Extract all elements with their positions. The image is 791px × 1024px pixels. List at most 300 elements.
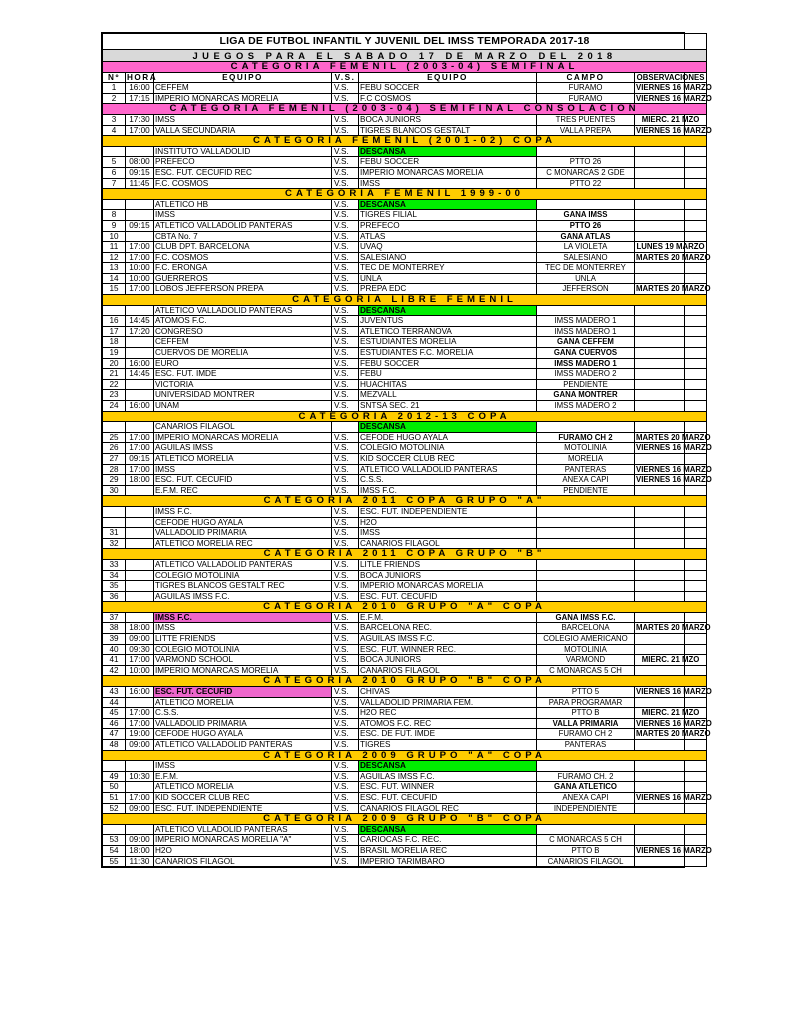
match-number xyxy=(103,422,126,433)
field: PTTO B xyxy=(537,708,635,719)
versus: V.S. xyxy=(332,538,359,549)
field: GANA CEFFEM xyxy=(537,337,635,348)
match-time: 17:00 xyxy=(126,708,154,719)
match-number: 51 xyxy=(103,792,126,803)
match-number: 11 xyxy=(103,242,126,253)
versus: V.S. xyxy=(332,305,359,316)
field: IMSS MADERO 1 xyxy=(537,358,635,369)
match-time xyxy=(126,305,154,316)
field: ANEXA CAPI xyxy=(537,792,635,803)
match-time xyxy=(126,824,154,835)
away-team: SALESIANO xyxy=(359,252,537,263)
match-time xyxy=(126,146,154,157)
observations: VIERNES 16 MARZO xyxy=(636,125,712,135)
match-number: 43 xyxy=(103,687,126,698)
match-number: 32 xyxy=(103,538,126,549)
match-number: 36 xyxy=(103,591,126,602)
match-row xyxy=(103,199,707,210)
away-team: CARIOCAS F.C. REC. xyxy=(359,835,537,846)
match-number: 33 xyxy=(103,559,126,570)
match-time: 17:00 xyxy=(126,125,154,136)
away-team: IMSS xyxy=(359,178,537,189)
match-time: 14:45 xyxy=(126,369,154,380)
home-team: LITTE FRIENDS xyxy=(154,634,332,645)
match-row xyxy=(103,167,707,178)
field: GANA CUERVOS xyxy=(537,348,635,359)
field xyxy=(537,591,635,602)
match-time xyxy=(126,231,154,242)
field xyxy=(537,581,635,592)
match-number xyxy=(103,824,126,835)
match-number: 54 xyxy=(103,845,126,856)
away-team: TIGRES xyxy=(359,740,537,751)
home-team: ESC. FUT. IMDE xyxy=(154,369,332,380)
versus: V.S. xyxy=(332,284,359,295)
away-team: ATLETICO VALLADOLID PANTERAS xyxy=(359,464,537,475)
away-team: UVAQ xyxy=(359,242,537,253)
match-time: 09:15 xyxy=(126,167,154,178)
header-observaciones: OBSERVACIONES xyxy=(635,72,707,83)
observations: MIERC. 21 MZO xyxy=(635,114,707,125)
home-team: ESC. FUT. INDEPENDIENTE xyxy=(154,803,332,814)
field: C MONARCAS 5 CH xyxy=(537,835,635,846)
away-team: BARCELONA REC. xyxy=(359,623,537,634)
versus: V.S. xyxy=(332,697,359,708)
versus: V.S. xyxy=(332,528,359,539)
match-number: 3 xyxy=(103,114,126,125)
field xyxy=(537,305,635,316)
match-row xyxy=(103,824,707,835)
home-team: IMSS xyxy=(154,210,332,221)
versus: V.S. xyxy=(332,263,359,274)
home-team: ATOMOS F.C. xyxy=(154,316,332,327)
field: PTTO 26 xyxy=(537,157,635,168)
match-row xyxy=(103,401,707,412)
home-team: AGUILAS IMSS xyxy=(154,443,332,454)
match-number: 12 xyxy=(103,252,126,263)
home-team: CEFFEM xyxy=(154,337,332,348)
match-number: 6 xyxy=(103,167,126,178)
section-header xyxy=(103,295,707,306)
match-time xyxy=(126,761,154,772)
match-row xyxy=(103,305,707,316)
home-team: KID SOCCER CLUB REC xyxy=(154,792,332,803)
section-title: CATEGORIA FEMENIL 1999-00 xyxy=(103,189,707,200)
field xyxy=(537,506,635,517)
match-row xyxy=(103,157,707,168)
match-number: 22 xyxy=(103,379,126,390)
away-team: UNLA xyxy=(359,273,537,284)
home-team: CLUB DPT. BARCELONA xyxy=(154,242,332,253)
match-number: 18 xyxy=(103,337,126,348)
match-time: 16:00 xyxy=(126,401,154,412)
match-number xyxy=(103,146,126,157)
home-team: ATLETICO VALLADOLID PANTERAS xyxy=(154,220,332,231)
match-row xyxy=(103,210,707,221)
observations xyxy=(635,581,707,592)
versus: V.S. xyxy=(332,252,359,263)
header-equipo: EQUIPO xyxy=(154,72,332,83)
home-team: IMSS F.C. xyxy=(154,506,332,517)
match-row xyxy=(103,803,707,814)
versus: V.S. xyxy=(332,358,359,369)
field: MOTOLINIA xyxy=(537,443,635,454)
match-number: 42 xyxy=(103,665,126,676)
observations: VIERNES 16 MARZO xyxy=(636,718,712,728)
home-team: VALLADOLID PRIMARIA xyxy=(154,718,332,729)
match-row xyxy=(103,337,707,348)
home-team: ATLETICO VLLADOLID PANTERAS xyxy=(154,824,332,835)
match-number: 25 xyxy=(103,432,126,443)
match-time: 17:00 xyxy=(126,718,154,729)
versus: V.S. xyxy=(332,517,359,528)
field: IMSS MADERO 1 xyxy=(537,316,635,327)
observations xyxy=(635,369,707,380)
away-team: CANARIOS FILAGOL xyxy=(359,665,537,676)
away-team: IMSS F.C. xyxy=(359,485,537,496)
away-team: IMPERIO TARIMBARO xyxy=(359,856,537,867)
section-header xyxy=(103,189,707,200)
away-team: ESC. FUT. WINNER REC. xyxy=(359,644,537,655)
match-time xyxy=(126,337,154,348)
match-time xyxy=(126,559,154,570)
match-number xyxy=(103,517,126,528)
home-team: AGUILAS IMSS F.C. xyxy=(154,591,332,602)
match-time: 09:00 xyxy=(126,634,154,645)
match-number xyxy=(103,199,126,210)
versus: V.S. xyxy=(332,231,359,242)
match-time: 18:00 xyxy=(126,475,154,486)
match-row xyxy=(103,771,707,782)
versus: V.S. xyxy=(332,665,359,676)
observations xyxy=(635,506,707,517)
field: LA VIOLETA xyxy=(537,242,635,253)
match-time: 17:30 xyxy=(126,114,154,125)
match-row xyxy=(103,856,707,867)
versus: V.S. xyxy=(332,93,359,104)
schedule-sheet xyxy=(101,32,712,868)
versus: V.S. xyxy=(332,199,359,210)
match-row xyxy=(103,835,707,846)
match-time: 17:00 xyxy=(126,242,154,253)
versus: V.S. xyxy=(332,390,359,401)
section-title: CATEGORIA FEMENIL (2003-04) SEMIFINAL CONSOLACION xyxy=(103,104,707,115)
versus: V.S. xyxy=(332,475,359,486)
observations: MARTES 20 MARZO xyxy=(636,252,711,262)
match-row xyxy=(103,697,707,708)
section-title: CATEGORIA FEMENIL (2001-02) COPA xyxy=(103,136,707,147)
observations xyxy=(635,856,707,867)
field: MORELIA xyxy=(537,453,635,464)
match-number xyxy=(103,761,126,772)
match-row xyxy=(103,538,707,549)
section-header xyxy=(103,602,707,613)
observations xyxy=(635,157,707,168)
home-team: CANARIOS FILAGOL xyxy=(154,856,332,867)
away-team: DESCANSA xyxy=(359,761,537,772)
match-number: 26 xyxy=(103,443,126,454)
versus: V.S. xyxy=(332,401,359,412)
versus: V.S. xyxy=(332,559,359,570)
header-hora: HORA xyxy=(127,72,158,82)
versus: V.S. xyxy=(332,644,359,655)
field: IMSS MADERO 2 xyxy=(537,401,635,412)
title-row xyxy=(103,34,707,50)
observations xyxy=(635,348,707,359)
field xyxy=(537,824,635,835)
home-team: E.F.M. REC xyxy=(154,485,332,496)
match-time: 16:00 xyxy=(126,83,154,94)
observations: LUNES 19 MARZO xyxy=(635,242,707,253)
away-team: PREPA EDC xyxy=(359,284,537,295)
versus: V.S. xyxy=(332,369,359,380)
home-team: COLEGIO MOTOLINIA xyxy=(154,570,332,581)
observations: VIERNES 16 MARZO xyxy=(636,792,712,802)
field: C MONARCAS 5 CH xyxy=(537,665,635,676)
field: VALLA PRIMARIA xyxy=(537,718,635,729)
match-row xyxy=(103,146,707,157)
match-time xyxy=(126,485,154,496)
section-title: CATEGORIA 2012-13 COPA xyxy=(103,411,707,422)
observations xyxy=(635,305,707,316)
versus: V.S. xyxy=(332,125,359,136)
field: VALLA PREPA xyxy=(537,125,635,136)
section-title: CATEGORIA 2010 GRUPO "B" COPA xyxy=(103,676,707,687)
schedule-body xyxy=(103,34,712,867)
match-time: 10:00 xyxy=(126,273,154,284)
observations xyxy=(635,761,707,772)
away-team: SNTSA SEC. 21 xyxy=(359,401,537,412)
observations xyxy=(635,517,707,528)
away-team: VALLADOLID PRIMARIA FEM. xyxy=(359,697,537,708)
versus: V.S. xyxy=(332,570,359,581)
observations xyxy=(635,528,707,539)
match-number: 17 xyxy=(103,326,126,337)
home-team: TIGRES BLANCOS GESTALT REC xyxy=(154,581,332,592)
observations xyxy=(635,559,707,570)
observations: VIERNES 16 MARZO xyxy=(636,687,712,697)
versus: V.S. xyxy=(332,803,359,814)
section-header xyxy=(103,814,707,825)
away-team: DESCANSA xyxy=(359,305,537,316)
field: PENDIENTE xyxy=(537,379,635,390)
match-row xyxy=(103,231,707,242)
field: JEFFERSON xyxy=(537,284,635,295)
match-row xyxy=(103,453,707,464)
home-team: CEFODE HUGO AYALA xyxy=(154,517,332,528)
field: IMSS MADERO 2 xyxy=(537,369,635,380)
match-row xyxy=(103,432,707,443)
match-time: 17:00 xyxy=(126,443,154,454)
match-number: 9 xyxy=(103,220,126,231)
match-number: 45 xyxy=(103,708,126,719)
home-team: UNIVERSIDAD MONTRER xyxy=(154,390,332,401)
field: FURAMO CH 2 xyxy=(537,432,635,443)
match-number: 4 xyxy=(103,125,126,136)
match-row xyxy=(103,390,707,401)
away-team: BOCA JUNIORS xyxy=(359,655,537,666)
field xyxy=(537,422,635,433)
home-team: VARMOND SCHOOL xyxy=(154,655,332,666)
away-team: ESTUDIANTES MORELIA xyxy=(359,337,537,348)
section-title: CATEGORIA FEMENIL (2003-04) SEMIFINAL xyxy=(103,62,707,73)
observations xyxy=(635,538,707,549)
match-number: 21 xyxy=(103,369,126,380)
section-title: CATEGORIA 2010 GRUPO "A" COPA xyxy=(103,602,707,613)
home-team: ATLETICO MORELIA xyxy=(154,782,332,793)
match-number: 48 xyxy=(103,740,126,751)
versus: V.S. xyxy=(332,761,359,772)
section-header xyxy=(103,750,707,761)
versus: V.S. xyxy=(332,146,359,157)
home-team: ATLETICO MORELIA REC xyxy=(154,538,332,549)
match-time xyxy=(126,199,154,210)
observations xyxy=(635,379,707,390)
versus: V.S. xyxy=(332,581,359,592)
versus: V.S. xyxy=(332,443,359,454)
match-time: 18:00 xyxy=(126,623,154,634)
versus: V.S. xyxy=(332,453,359,464)
field: C MONARCAS 2 GDE xyxy=(537,167,635,178)
observations xyxy=(635,273,707,284)
page-subtitle: JUEGOS PARA EL SABADO 17 DE MARZO DEL 2018 xyxy=(103,50,707,62)
match-time: 17:00 xyxy=(126,252,154,263)
match-time: 09:15 xyxy=(126,220,154,231)
observations xyxy=(635,612,707,623)
match-number xyxy=(103,506,126,517)
match-number: 15 xyxy=(103,284,126,295)
match-time: 16:00 xyxy=(126,687,154,698)
match-row xyxy=(103,326,707,337)
observations xyxy=(635,326,707,337)
field: GANA ATLAS xyxy=(537,231,635,242)
away-team: HUACHITAS xyxy=(359,379,537,390)
field: TRES PUENTES xyxy=(537,114,635,125)
field: PTTO 26 xyxy=(537,220,635,231)
observations xyxy=(635,263,707,274)
away-team: AGUILAS IMSS F.C. xyxy=(359,634,537,645)
match-time xyxy=(126,591,154,602)
away-team: COLEGIO MOTOLINIA xyxy=(359,443,537,454)
match-row xyxy=(103,242,707,253)
versus: V.S. xyxy=(332,316,359,327)
match-row xyxy=(103,422,707,433)
home-team: CUERVOS DE MORELIA xyxy=(154,348,332,359)
match-number: 8 xyxy=(103,210,126,221)
match-number: 40 xyxy=(103,644,126,655)
match-number: 23 xyxy=(103,390,126,401)
match-time: 10:30 xyxy=(126,771,154,782)
field: PARA PROGRAMAR xyxy=(537,697,635,708)
match-row xyxy=(103,178,707,189)
section-title: CATEGORIA 2011 COPA GRUPO "B" xyxy=(103,549,707,560)
home-team: CANARIOS FILAGOL xyxy=(154,422,332,433)
match-row xyxy=(103,740,707,751)
away-team: H2O xyxy=(359,517,537,528)
match-number: 27 xyxy=(103,453,126,464)
field: PTTO 5 xyxy=(537,687,635,698)
section-header xyxy=(103,676,707,687)
away-team: CANARIOS FILAGOL REC xyxy=(359,803,537,814)
match-number: 37 xyxy=(103,612,126,623)
match-time xyxy=(126,210,154,221)
field: FURAMO CH. 2 xyxy=(537,771,635,782)
match-time: 17:00 xyxy=(126,792,154,803)
home-team: VICTORIA xyxy=(154,379,332,390)
home-team: IMSS xyxy=(154,623,332,634)
match-row xyxy=(103,485,707,496)
match-number: 38 xyxy=(103,623,126,634)
versus: V.S. xyxy=(332,506,359,517)
home-team: IMPERIO MONARCAS MORELIA xyxy=(154,432,332,443)
field: GANA IMSS F.C. xyxy=(537,612,635,623)
observations xyxy=(635,740,707,751)
match-row xyxy=(103,782,707,793)
match-time xyxy=(126,612,154,623)
match-time: 17:00 xyxy=(126,655,154,666)
match-time xyxy=(126,697,154,708)
versus: V.S. xyxy=(332,792,359,803)
match-row xyxy=(103,623,707,634)
match-number: 35 xyxy=(103,581,126,592)
observations xyxy=(635,697,707,708)
observations: VIERNES 16 MARZO xyxy=(636,464,712,474)
observations: VIERNES 16 MARZO xyxy=(636,83,712,93)
observations xyxy=(635,337,707,348)
match-row xyxy=(103,379,707,390)
observations xyxy=(635,803,707,814)
field xyxy=(537,570,635,581)
away-team: IMSS xyxy=(359,528,537,539)
match-row xyxy=(103,559,707,570)
away-team: F.C COSMOS xyxy=(359,93,537,104)
match-number: 19 xyxy=(103,348,126,359)
match-row xyxy=(103,220,707,231)
field xyxy=(537,761,635,772)
section-title: CATEGORIA LIBRE FEMENIL xyxy=(103,295,707,306)
observations: VIERNES 16 MARZO xyxy=(636,93,712,103)
match-time: 17:15 xyxy=(126,93,154,104)
match-number: 44 xyxy=(103,697,126,708)
field xyxy=(537,517,635,528)
match-row xyxy=(103,93,707,104)
match-row xyxy=(103,252,707,263)
match-row xyxy=(103,114,707,125)
versus: V.S. xyxy=(332,83,359,94)
section-title: CATEGORIA 2011 COPA GRUPO "A" xyxy=(103,496,707,507)
match-time: 17:20 xyxy=(126,326,154,337)
away-team: FEBU SOCCER xyxy=(359,83,537,94)
home-team: F.C. COSMOS xyxy=(154,178,332,189)
versus: V.S. xyxy=(332,687,359,698)
home-team: ATLETICO MORELIA xyxy=(154,453,332,464)
section-header xyxy=(103,62,707,73)
match-number: 1 xyxy=(103,83,126,94)
versus: V.S. xyxy=(332,835,359,846)
match-time: 19:00 xyxy=(126,729,154,740)
subtitle-row xyxy=(103,50,707,62)
match-row xyxy=(103,581,707,592)
versus: V.S. xyxy=(332,623,359,634)
home-team: ATLETICO VALLADOLID PANTERAS xyxy=(154,305,332,316)
field: PENDIENTE xyxy=(537,485,635,496)
field: MOTOLINIA xyxy=(537,644,635,655)
home-team: CEFODE HUGO AYALA xyxy=(154,729,332,740)
match-number: 2 xyxy=(103,93,126,104)
match-number: 16 xyxy=(103,316,126,327)
away-team: DESCANSA xyxy=(359,146,537,157)
versus: V.S. xyxy=(332,432,359,443)
